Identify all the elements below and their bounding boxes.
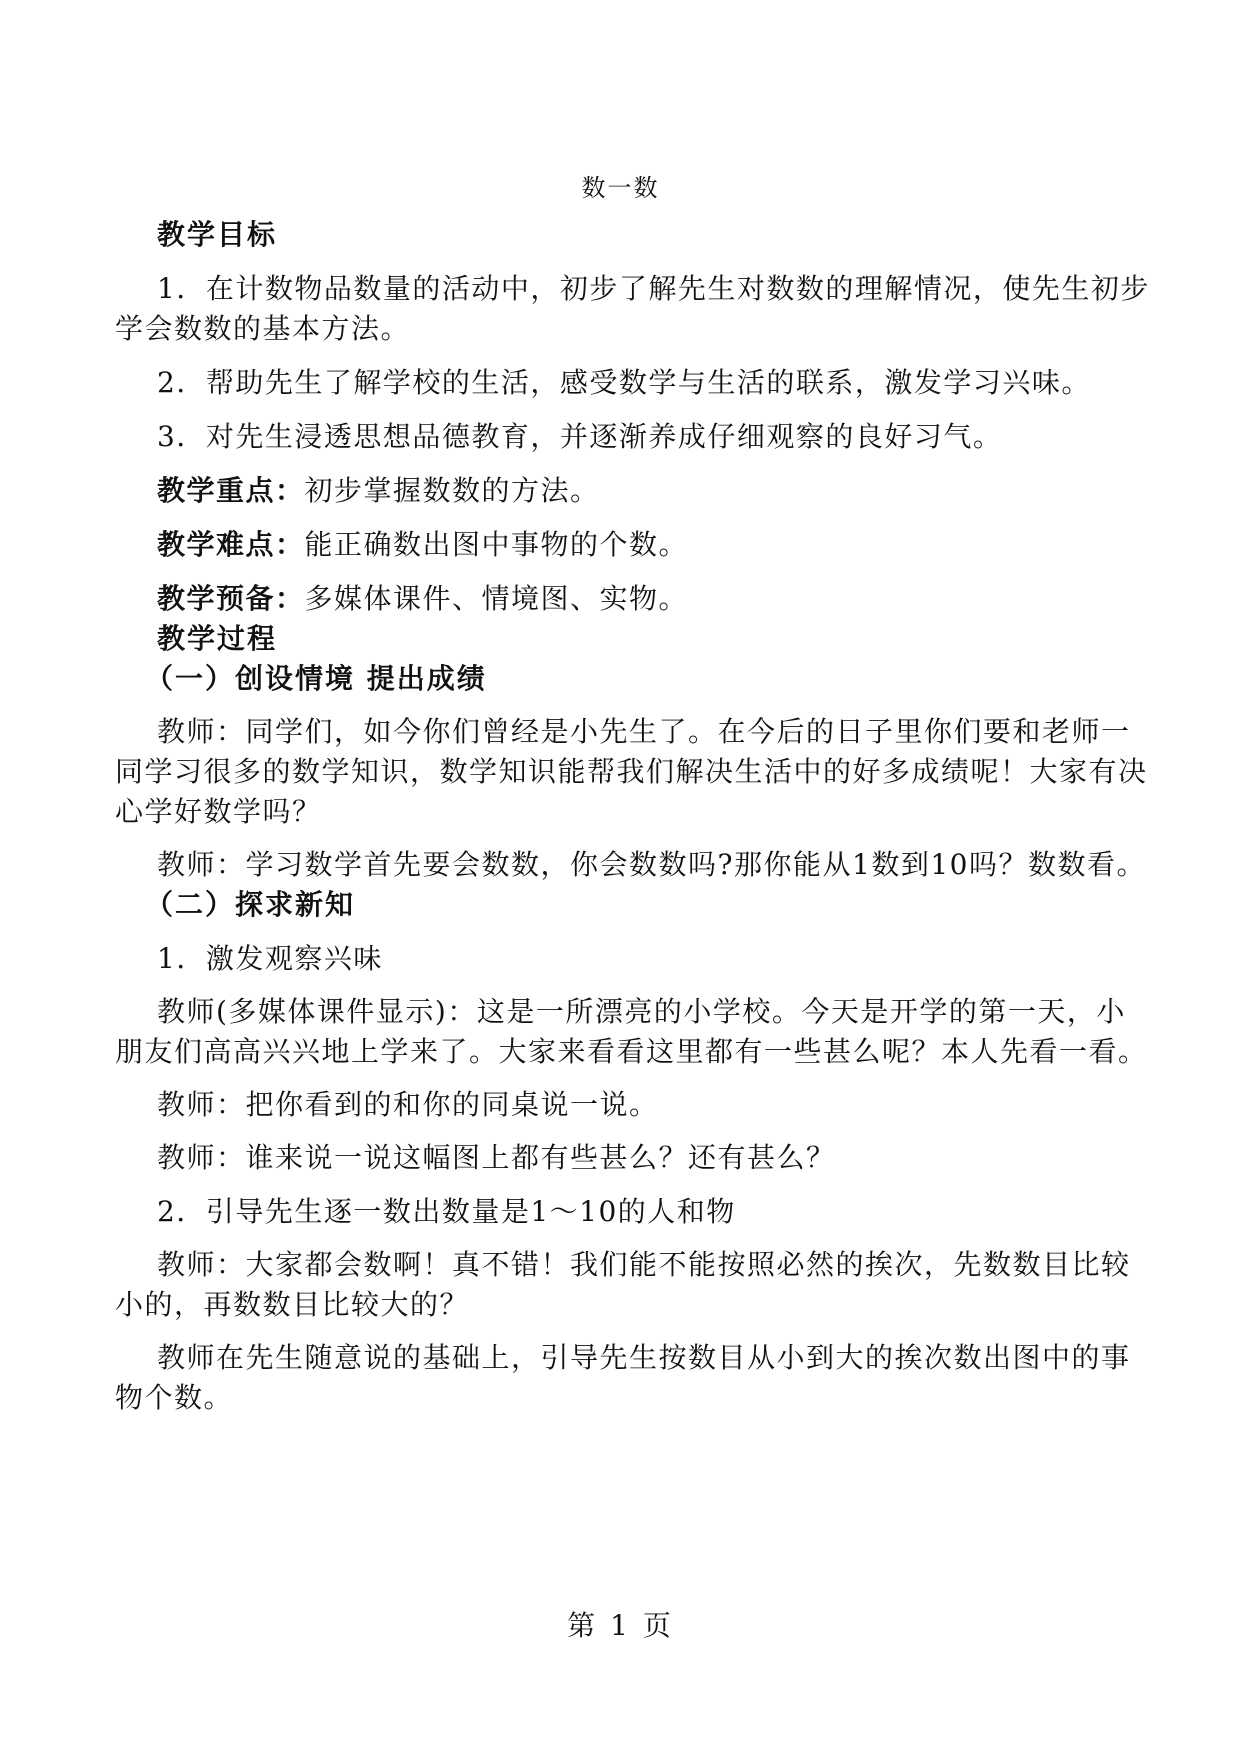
objective-item: 3．对先生浸透思想品德教育，并逐渐养成仔细观察的良好习气。 — [157, 420, 1003, 453]
preparation-line — [115, 579, 1150, 619]
subsection-heading: 1．激发观察兴味 — [157, 942, 383, 975]
body-paragraph: 教师(多媒体课件显示)：这是一所漂亮的小学校。今天是开学的第一天，小朋友们高高兴兴地上学来了。大家来看看这里都有一些甚么呢？本人先看一看。 — [115, 995, 1148, 1068]
body-paragraph: 教师：同学们，如今你们曾经是小先生了。在今后的日子里你们要和老师一同学习很多的数学知识，数学知识能帮我们解决生活中的好多成绩呢！大家有决心学好数学吗？ — [115, 715, 1148, 828]
footer-prefix: 第 — [567, 1609, 599, 1642]
body-paragraph: 教师在先生随意说的基础上，引导先生按数目从小到大的挨次数出图中的事物个数。 — [115, 1341, 1131, 1414]
key-point-line — [115, 471, 1150, 511]
page-title: 数一数 — [581, 174, 660, 202]
process-heading: 教学过程 — [157, 622, 278, 655]
footer-suffix: 页 — [642, 1609, 674, 1642]
body-paragraph: 教师：大家都会数啊！真不错！我们能不能按照必然的挨次，先数数目比较小的，再数数目比较大的？ — [115, 1248, 1131, 1321]
document-body — [115, 215, 1150, 1418]
key-point-label: 教学重点： — [157, 474, 305, 507]
page-number: 1 — [610, 1609, 631, 1642]
key-point-text: 初步掌握数数的方法。 — [304, 474, 600, 507]
objective-item: 2．帮助先生了解学校的生活，感受数学与生活的联系，激发学习兴味。 — [157, 366, 1091, 399]
section-heading: （一）创设情境 提出成绩 — [145, 662, 487, 695]
page-footer — [0, 1604, 1241, 1644]
objectives-heading: 教学目标 — [157, 218, 278, 251]
difficulty-line — [115, 525, 1150, 565]
body-paragraph: 教师：谁来说一说这幅图上都有些甚么？还有甚么？ — [157, 1141, 836, 1174]
body-paragraph: 教师：把你看到的和你的同桌说一说。 — [157, 1088, 659, 1121]
difficulty-text: 能正确数出图中事物的个数。 — [304, 528, 689, 561]
preparation-label: 教学预备： — [157, 582, 305, 615]
subsection-heading: 2．引导先生逐一数出数量是1～10的人和物 — [157, 1195, 736, 1228]
difficulty-label: 教学难点： — [157, 528, 305, 561]
objective-item: 1．在计数物品数量的活动中，初步了解先生对数数的理解情况，使先生初步学会数数的基本方法。 — [115, 272, 1150, 345]
section-heading: （二）探求新知 — [145, 888, 356, 921]
preparation-text: 多媒体课件、情境图、实物。 — [304, 582, 689, 615]
body-paragraph: 教师：学习数学首先要会数数，你会数数吗?那你能从1数到10吗？数数看。 — [157, 848, 1146, 881]
